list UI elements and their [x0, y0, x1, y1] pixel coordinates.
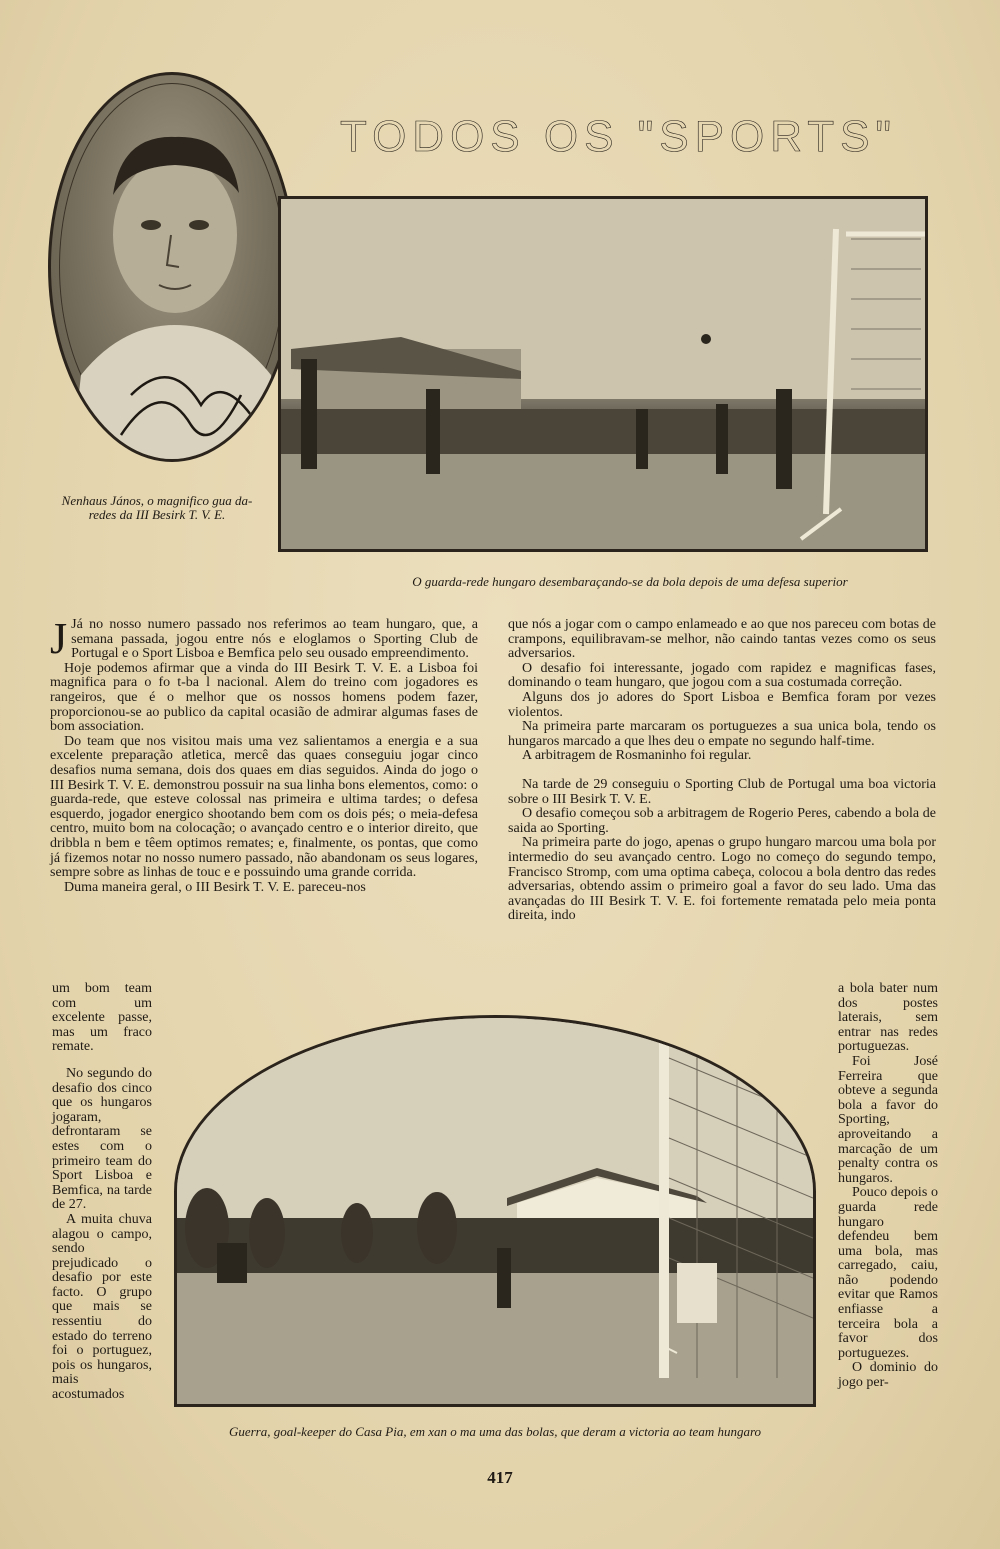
article-paragraph: um bom team com um excelente passe, mas um fraco remate.	[52, 981, 152, 1055]
article-left-narrow	[52, 982, 152, 1403]
article-paragraph: O dominio do jogo per-	[838, 1360, 938, 1391]
photo1-caption: O guarda-rede hungaro desembaraçando-se da bola depois de uma defesa superior	[412, 574, 848, 589]
page-title: TODOS OS "SPORTS"	[340, 112, 898, 161]
match-scene-bottom	[177, 1018, 813, 1404]
photo2-caption: Guerra, goal-keeper do Casa Pia, em xan o ma uma das bolas, que deram a victoria ao team hungaro	[228, 1424, 762, 1439]
article-paragraph: Do team que nos visitou mais uma vez salientamos a energia e a sua excelente preparação atletica, mercê das quaes conseguiu jogar cinco desafios numa semana, dois dos quaes em dias seguidos. Ainda do jogo o III Besirk T. V. E. demonstrou possuir na sua linha bons elementos, como: o guarda-rede, que esteve colossal nas primeira e ultima tardes; o defesa esquerdo, jogador energico shootando bem com os dois pés; o meia-defesa centro, muito bom na colocação; o avançado centro e o interior direito, que dribbla n bem e têem optimos remates; e, finalmente, os pontas, que como já fizemos notar no nosso numero passado, não abandonam os seus logares, sempre sobre as linhas de touc e e possuindo uma grande corrida.	[50, 733, 478, 881]
article-paragraph: Pouco depois o guarda rede hungaro defendeu bem uma bola, mas carregado, caiu, não podendo evitar que Ramos enfiasse a terceira bola a favor dos portuguezes.	[838, 1185, 938, 1361]
article-paragraph: O desafio foi interessante, jogado com rapidez e magnificas fases, dominando o team hungaro, que jogou com a sua costumada correção.	[508, 660, 936, 691]
article-left-column	[50, 614, 478, 895]
article-paragraph: Alguns dos jo adores do Sport Lisboa e Bemfica foram por vezes violentos.	[508, 689, 936, 720]
portrait-figure	[51, 75, 296, 462]
article-paragraph: Na tarde de 29 conseguiu o Sporting Club de Portugal uma boa victoria sobre o III Besirk T. V. E.	[508, 776, 936, 807]
article-paragraph: J Já no nosso numero passado nos referimos ao team hungaro, que, a semana passada, jogou entre nós e eloglamos o Sporting Club de Portugal e o Sport Lisboa e Bemfica pelo seu ousado empreendimento.	[50, 614, 478, 663]
article-right-narrow	[838, 982, 938, 1391]
portrait-caption: Nenhaus János, o magnifico gua da-redes da III Besirk T. V. E.	[61, 493, 253, 522]
article-paragraph: Foi José Ferreira que obteve a segunda bola a favor do Sporting, aproveitando a marcação de um penalty contra os hungaros.	[838, 1053, 938, 1186]
article-paragraph: Na primeira parte do jogo, apenas o grupo hungaro marcou uma bola por intermedio do seu avançado centro. Logo no começo do segundo tempo, Francisco Stromp, com uma optima cabeça, colocou a bola dentro das redes adversarias, obtendo assim o primeiro goal a favor do seu lado. Uma das avançadas do III Besirk T. V. E. foi fortemente rematada pelo meia ponta direita, indo	[508, 835, 936, 924]
article-paragraph: Hoje podemos afirmar que a vinda do III Besirk T. V. E. a Lisboa foi magnifica para o fo t-ba l nacional. Alem do treino com jogadores es rangeiros, que é o melhor que os nossos homens podem fazer, proporcionou-se ao publico da capital ocasião de admirar algumas fases de bom association.	[50, 660, 478, 735]
page-number: 417	[487, 1468, 513, 1487]
article-paragraph: A arbitragem de Rosmaninho foi regular.	[522, 748, 752, 764]
match-scene-top	[281, 199, 928, 552]
match-photo-bottom	[174, 1015, 816, 1407]
article-paragraph: que nós a jogar com o campo enlameado e ao que nos pareceu com botas de crampons, equilibravam-se melhor, não caindo tantas vezes como os seus adversarios.	[508, 617, 936, 662]
portrait-photo	[48, 72, 296, 462]
article-paragraph: Duma maneira geral, o III Besirk T. V. E. pareceu-nos	[64, 879, 366, 895]
article-paragraph: A muita chuva alagou o campo, sendo prejudicado o desafio por este facto. O grupo que mais se ressentiu do estado do terreno foi o portuguez, pois os hungaros, mais acostumados	[52, 1211, 152, 1403]
match-photo-top	[278, 196, 928, 552]
article-paragraph: a bola bater num dos postes laterais, sem entrar nas redes portuguezas.	[838, 981, 938, 1055]
article-paragraph: No segundo do desafio dos cinco que os hungaros jogaram, defrontaram se estes com o primeiro team do Sport Lisboa e Bemfica, na tarde de 27.	[52, 1065, 152, 1213]
article-right-column	[508, 618, 936, 924]
article-paragraph: O desafio começou sob a arbitragem de Rogerio Peres, cabendo a bola de saida ao Sporting.	[508, 806, 936, 836]
article-paragraph: Na primeira parte marcaram os portuguezes a sua unica bola, tendo os hungaros marcado a que lhes deu o empate no segundo half-time.	[508, 719, 936, 749]
